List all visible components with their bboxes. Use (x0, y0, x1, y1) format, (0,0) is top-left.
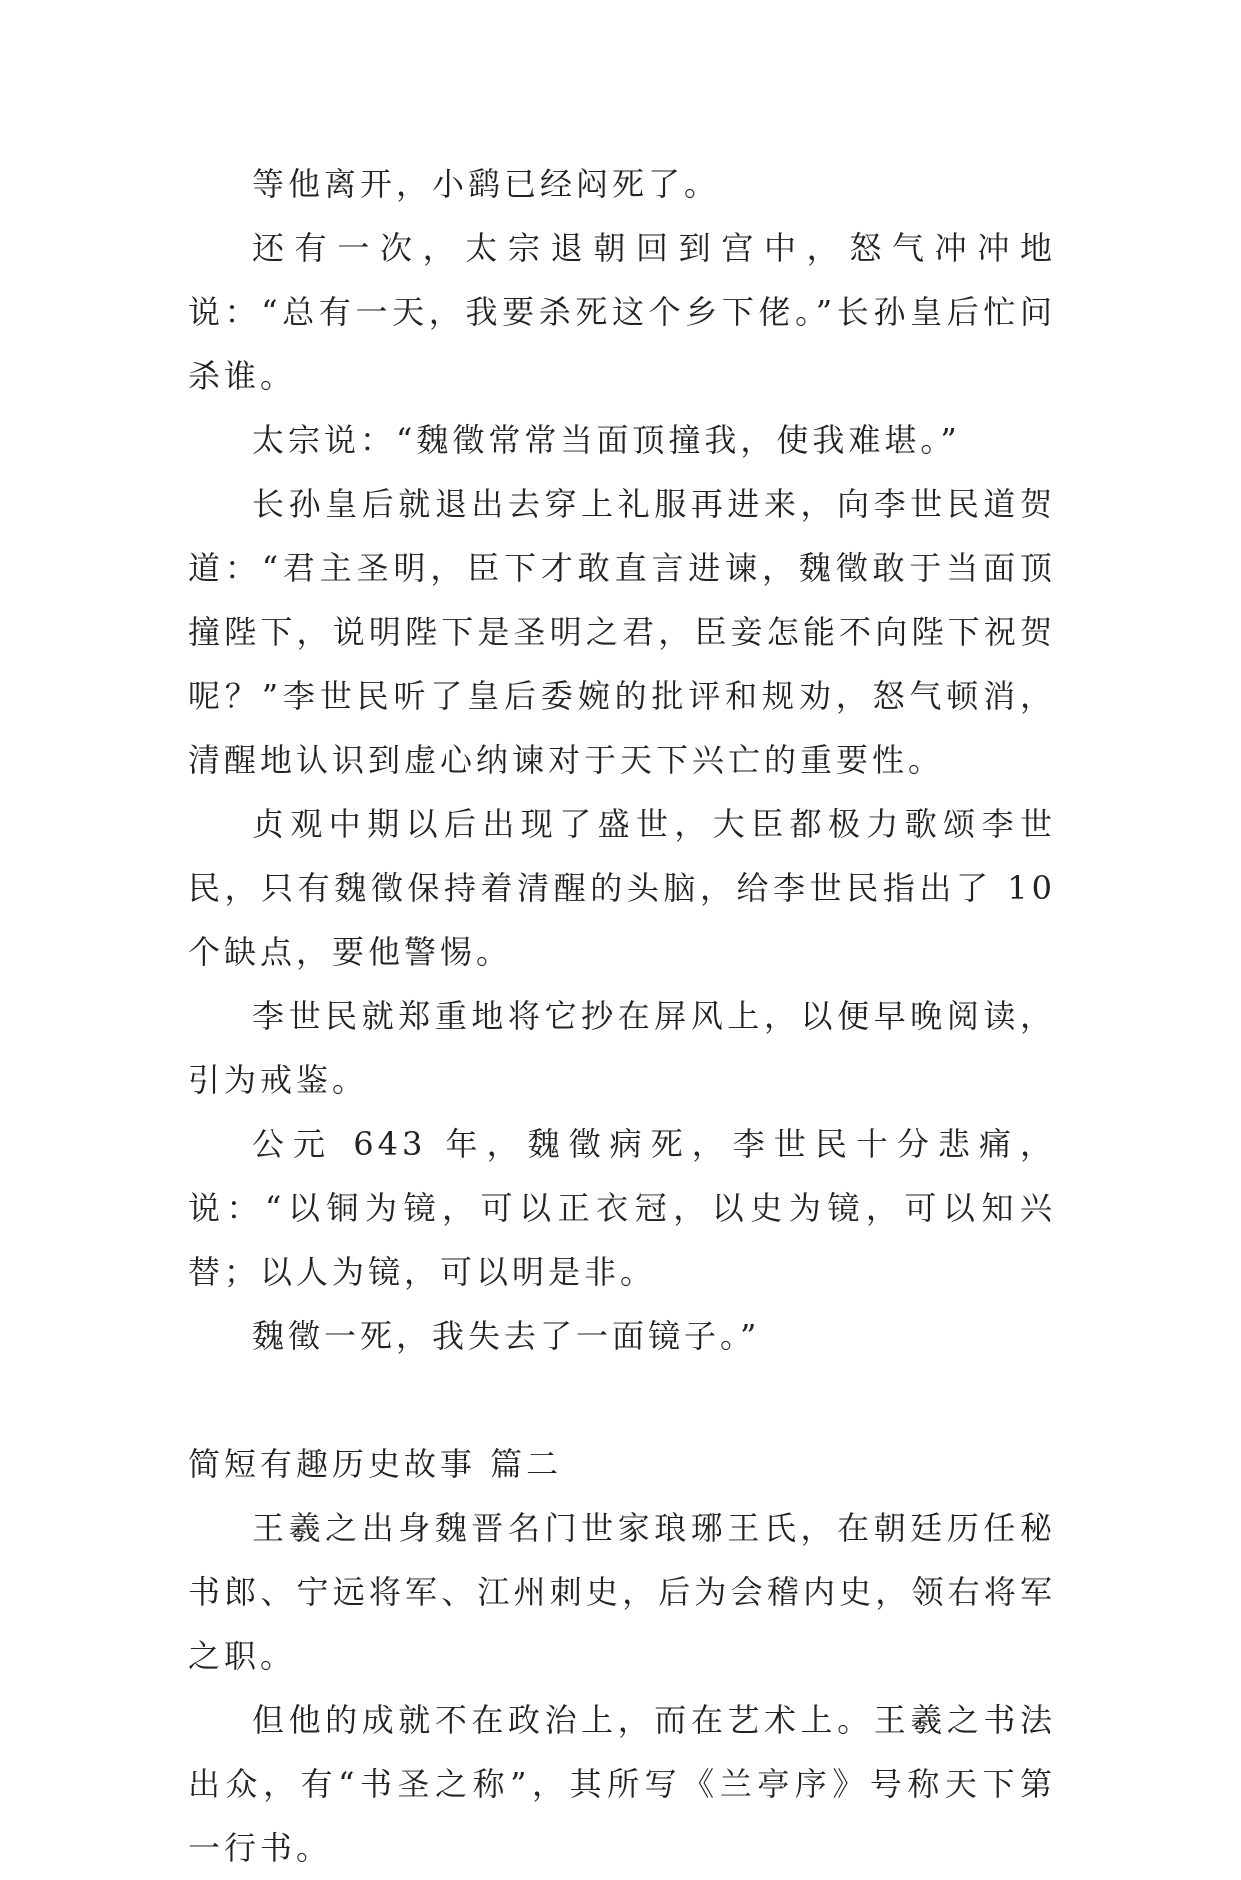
paragraph: 贞观中期以后出现了盛世，大臣都极力歌颂李世民，只有魏徵保持着清醒的头脑，给李世民指出了 10 个缺点，要他警惕。 (188, 805, 1056, 971)
paragraph: 等他离开，小鹞已经闷死了。 (252, 165, 721, 203)
paragraph: 但他的成就不在政治上，而在艺术上。王羲之书法出众，有“书圣之称”，其所写《兰亭序》号称天下第一行书。 (188, 1701, 1056, 1867)
paragraph: 李世民就郑重地将它抄在屏风上，以便早晚阅读，引为戒鉴。 (188, 997, 1056, 1099)
paragraph: 长孙皇后就退出去穿上礼服再进来，向李世民道贺道：“君主圣明，臣下才敢直言进谏，魏徵敢于当面顶撞陛下，说明陛下是圣明之君，臣妾怎能不向陛下祝贺呢？”李世民听了皇后委婉的批评和规劝，怒气顿消，清醒地认识到虚心纳谏对于天下兴亡的重要性。 (188, 485, 1056, 779)
paragraph: 公元 643 年，魏徵病死，李世民十分悲痛，说：“以铜为镜，可以正衣冠，以史为镜，可以知兴替；以人为镜，可以明是非。 (188, 1125, 1056, 1291)
paragraph: 还有一次，太宗退朝回到宫中，怒气冲冲地说：“总有一天，我要杀死这个乡下佬。”长孙皇后忙问杀谁。 (188, 229, 1056, 395)
paragraph: 魏徵一死，我失去了一面镜子。” (252, 1317, 761, 1355)
paragraph: 太宗说：“魏徵常常当面顶撞我，使我难堪。” (252, 421, 961, 459)
document-body (188, 152, 1056, 1880)
section-heading: 简短有趣历史故事 篇二 (188, 1445, 563, 1483)
paragraph: 王羲之出身魏晋名门世家琅琊王氏，在朝廷历任秘书郎、宁远将军、江州刺史，后为会稽内史，领右将军之职。 (188, 1509, 1056, 1675)
